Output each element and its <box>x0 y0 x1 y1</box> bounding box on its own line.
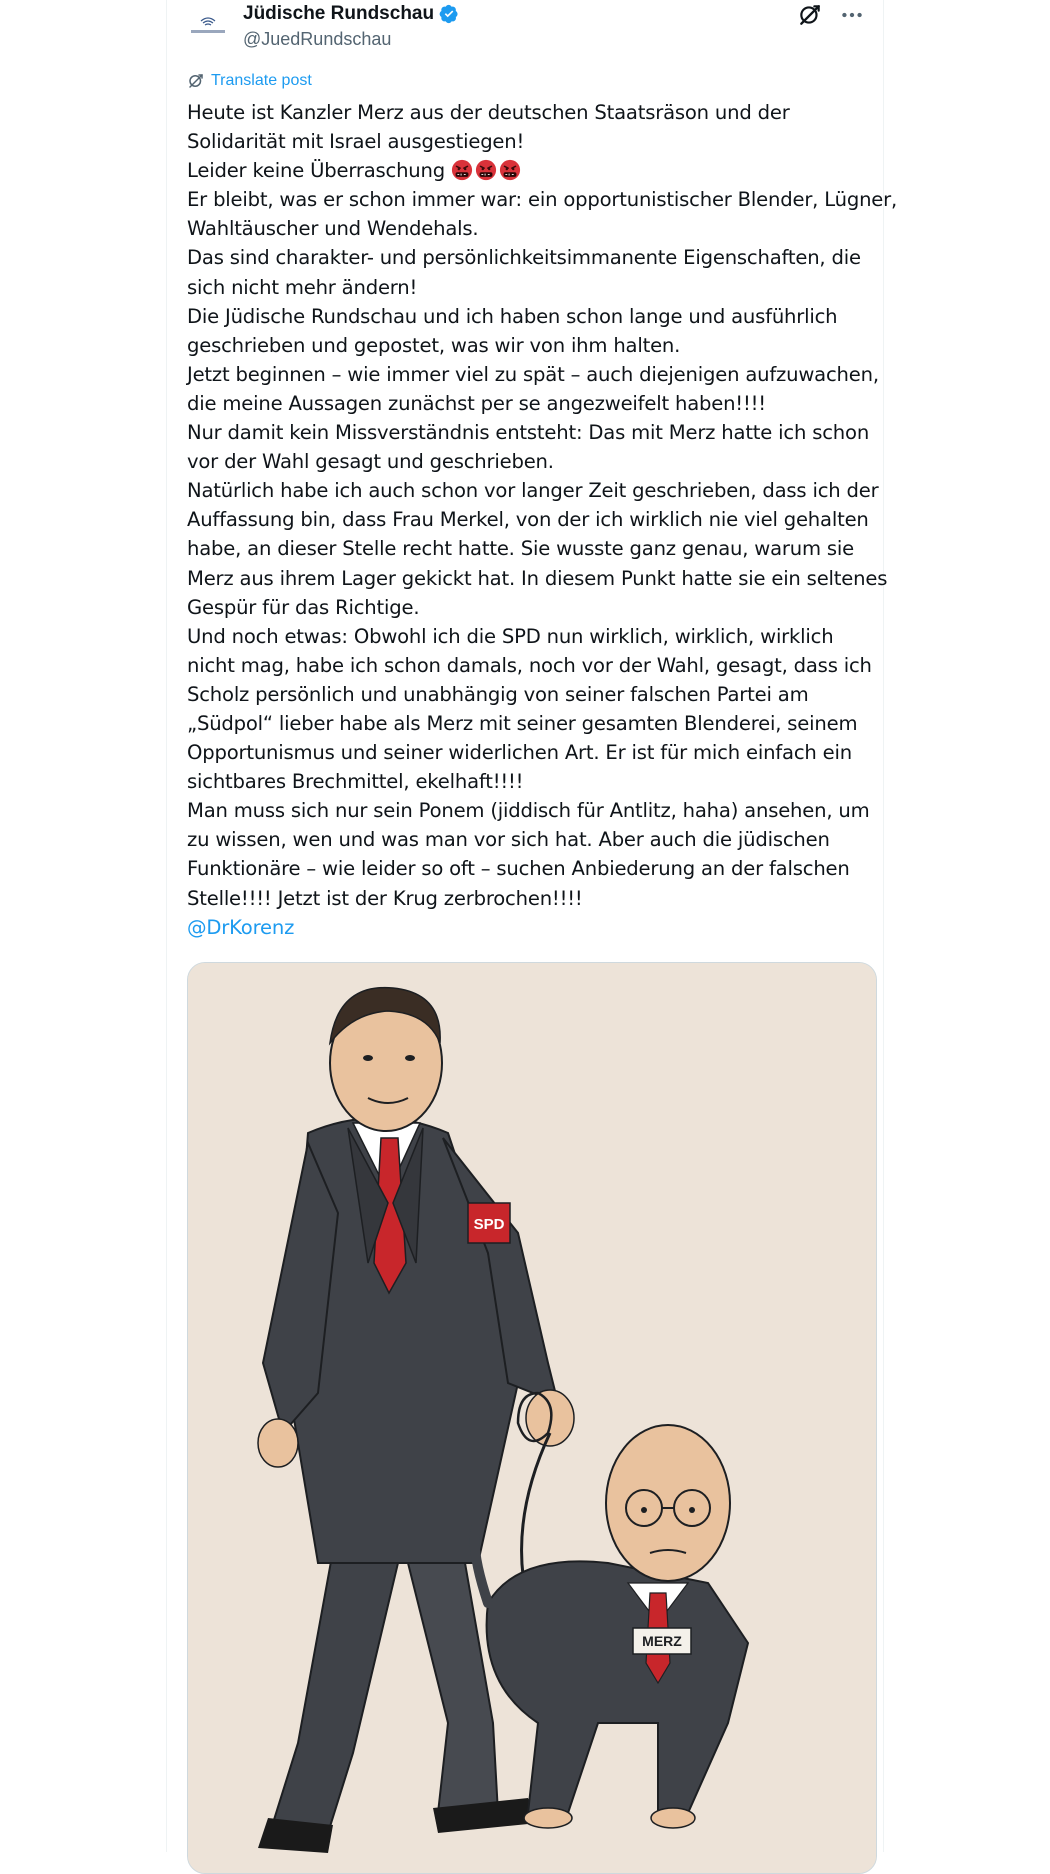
author-name-line[interactable] <box>243 2 459 26</box>
more-options-icon[interactable] <box>839 2 865 28</box>
post-text-line: Leider keine Überraschung <box>187 159 445 183</box>
armband-label: SPD <box>473 1216 505 1233</box>
translate-post-label[interactable]: Translate post <box>211 72 312 89</box>
post-text-line-with-emoji <box>187 156 877 185</box>
post-text-line: Stelle!!!! Jetzt ist der Krug zerbrochen!!!! <box>187 886 583 910</box>
avatar[interactable] <box>187 6 229 48</box>
post-text-line: Solidarität mit Israel ausgestiegen! <box>187 130 525 154</box>
face-with-symbols-on-mouth-icon <box>451 159 473 181</box>
emoji-group <box>451 159 523 182</box>
post-card[interactable] <box>166 0 898 1852</box>
newspaper-logo-icon <box>187 12 229 42</box>
post-text-line: Funktionäre – wie leider so oft – suchen Anbiederung an der falschen <box>187 857 850 881</box>
translate-post-link[interactable] <box>187 72 312 90</box>
verified-badge-icon <box>439 4 459 24</box>
grok-translate-icon <box>187 72 205 90</box>
post-text-line: die meine Aussagen zunächst per se angezweifelt haben!!!! <box>187 391 766 415</box>
post-text-line: zu wissen, wen und was man vor sich hat. Aber auch die jüdischen <box>187 828 830 852</box>
post-text-line: Man muss sich nur sein Ponem (jiddisch für Antlitz, haha) ansehen, um <box>187 799 870 823</box>
post-text-line: Heute ist Kanzler Merz aus der deutschen Staatsräson und der <box>187 101 790 124</box>
post-text-line: „Südpol“ lieber habe als Merz mit seiner gesamten Blenderei, seinem <box>187 711 858 735</box>
post-text-line: geschrieben und gepostet, was wir von ihm halten. <box>187 333 681 357</box>
name-tag-label: MERZ <box>642 1633 682 1649</box>
post-text-line: Wahltäuscher und Wendehals. <box>187 217 479 241</box>
post-text-line: Die Jüdische Rundschau und ich haben schon lange und ausführlich <box>187 304 838 328</box>
grok-icon[interactable] <box>797 2 823 28</box>
cartoon-illustration <box>188 963 876 1873</box>
post-text-line: Opportunismus und seiner widerlichen Art. Er ist für mich einfach ein <box>187 741 852 765</box>
post-text-line: habe, an dieser Stelle recht hatte. Sie wusste ganz genau, warum sie <box>187 537 855 561</box>
post-text-line: Er bleibt, was er schon immer war: ein opportunistischer Blender, Lügner, <box>187 188 898 212</box>
post-body-text <box>187 98 898 942</box>
author-display-name[interactable]: Jüdische Rundschau <box>243 3 435 24</box>
mention-link[interactable]: @DrKorenz <box>187 915 295 939</box>
post-text-line: Und noch etwas: Obwohl ich die SPD nun wirklich, wirklich, wirklich <box>187 624 834 648</box>
post-text-line: Nur damit kein Missverständnis entsteht: Das mit Merz hatte ich schon <box>187 421 870 445</box>
post-text-line: vor der Wahl gesagt und geschrieben. <box>187 450 554 474</box>
post-text-line: Scholz persönlich und unabhängig von seiner falschen Partei am <box>187 682 809 706</box>
post-text-line: Auffassung bin, dass Frau Merkel, von der ich wirklich nie viel gehalten <box>187 508 869 532</box>
post-text-line: Das sind charakter- und persönlichkeitsimmanente Eigenschaften, die <box>187 246 861 270</box>
post-text-line: nicht mag, habe ich schon damals, noch vor der Wahl, gesagt, dass ich <box>187 653 872 677</box>
post-header <box>187 0 865 60</box>
post-text-line: Gespür für das Richtige. <box>187 595 420 619</box>
post-text-line: Natürlich habe ich auch schon vor langer Zeit geschrieben, dass ich der <box>187 479 879 503</box>
author-handle[interactable]: @JuedRundschau <box>243 29 392 49</box>
post-text-line: Jetzt beginnen – wie immer viel zu spät – auch diejenigen aufzuwachen, <box>187 362 879 386</box>
post-text-line: Merz aus ihrem Lager gekickt hat. In diesem Punkt hatte sie ein seltenes <box>187 566 888 590</box>
post-text-line: sichtbares Brechmittel, ekelhaft!!!! <box>187 770 524 794</box>
face-with-symbols-on-mouth-icon <box>475 159 497 181</box>
post-text-line: sich nicht mehr ändern! <box>187 275 418 299</box>
face-with-symbols-on-mouth-icon <box>499 159 521 181</box>
post-image[interactable] <box>187 962 877 1874</box>
